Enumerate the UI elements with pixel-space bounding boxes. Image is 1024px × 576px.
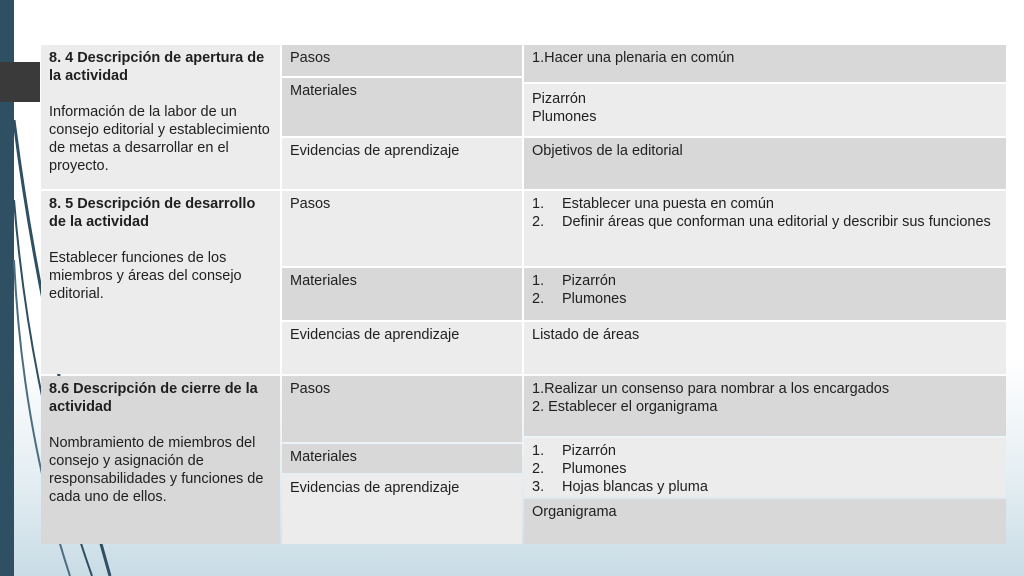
row3-pasos-label: Pasos <box>282 376 522 442</box>
row2-description: Establecer funciones de los miembros y áreas del consejo editorial. <box>49 250 242 302</box>
row3-description-cell <box>41 376 280 544</box>
row3-evidencias-label: Evidencias de aprendizaje <box>282 475 522 544</box>
decorative-square <box>0 62 40 102</box>
row1-pasos-value: 1.Hacer una plenaria en común <box>524 45 1006 82</box>
row3-materiales-label: Materiales <box>282 444 522 473</box>
row3-materiales-list <box>532 442 998 496</box>
list-item: 1. Establecer una puesta en común <box>532 196 774 212</box>
row1-materiales-label: Materiales <box>282 78 522 136</box>
pasos-line: 1.Realizar un consenso para nombrar a los encargados <box>532 381 890 397</box>
list-item: 1. Pizarrón <box>532 273 616 289</box>
list-item: 1. Pizarrón <box>532 443 616 459</box>
row1-materiales-value <box>524 84 1006 136</box>
row3-materiales-value <box>524 438 1006 497</box>
row2-materiales-list <box>532 272 998 308</box>
materiales-line: Plumones <box>532 109 597 125</box>
list-item: 2. Plumones <box>532 461 627 477</box>
row1-description: Información de la labor de un consejo editorial y establecimiento de metas a desarrollar en el proyecto. <box>49 104 270 174</box>
row2-description-cell <box>41 191 280 374</box>
row3-evidencias-value: Organigrama <box>524 499 1006 544</box>
row3-pasos-value <box>524 376 1006 436</box>
row2-pasos-value <box>524 191 1006 266</box>
row3-title: 8.6 Descripción de cierre de la actividad <box>49 381 258 415</box>
row2-materiales-value <box>524 268 1006 320</box>
row1-evidencias-label: Evidencias de aprendizaje <box>282 138 522 189</box>
list-item: 3. Hojas blancas y pluma <box>532 479 708 495</box>
row1-pasos-label: Pasos <box>282 45 522 76</box>
materiales-line: Pizarrón <box>532 91 586 107</box>
row3-description: Nombramiento de miembros del consejo y asignación de responsabilidades y funciones de cada uno de ellos. <box>49 435 264 505</box>
row2-evidencias-label: Evidencias de aprendizaje <box>282 322 522 374</box>
pasos-line: 2. Establecer el organigrama <box>532 399 718 415</box>
row2-pasos-list <box>532 195 998 231</box>
row1-description-cell <box>41 45 280 189</box>
list-item: 2. Plumones <box>532 291 627 307</box>
row2-title: 8. 5 Descripción de desarrollo de la actividad <box>49 196 256 230</box>
row2-materiales-label: Materiales <box>282 268 522 320</box>
list-item: 2. Definir áreas que conforman una editorial y describir sus funciones <box>532 214 991 230</box>
row1-evidencias-value: Objetivos de la editorial <box>524 138 1006 189</box>
row1-title: 8. 4 Descripción de apertura de la actividad <box>49 50 265 84</box>
row2-evidencias-value: Listado de áreas <box>524 322 1006 374</box>
row2-pasos-label: Pasos <box>282 191 522 266</box>
